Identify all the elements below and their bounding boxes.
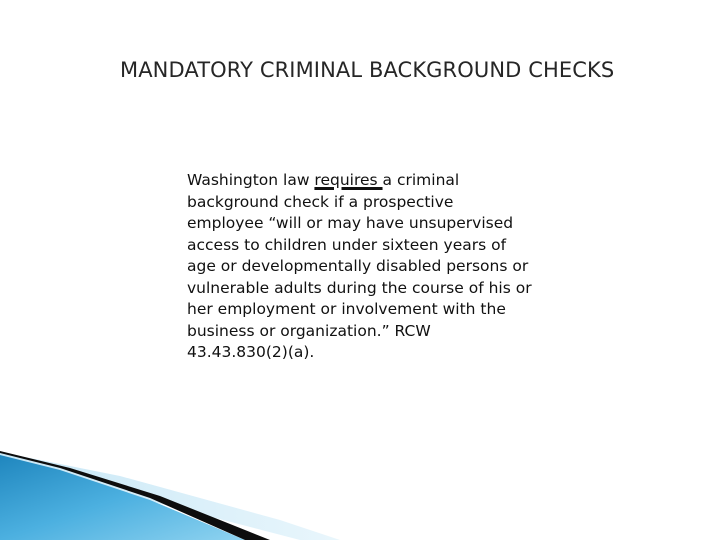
slide-body-text [187,170,532,364]
body-emphasis-text: requires [314,171,383,189]
body-lead-text: Washington law [187,171,315,189]
swoosh-blue-band [0,455,245,540]
body-rest-text: a criminal background check if a prospective employee “will or may have unsupervised access to children under sixteen years of age or developmentally disabled persons or vulnerable adults during the course of his or her employment or involvement with the business or organization.” RCW 43.43.830(2)(a). [187,171,532,361]
slide-title: MANDATORY CRIMINAL BACKGROUND CHECKS [120,58,615,82]
